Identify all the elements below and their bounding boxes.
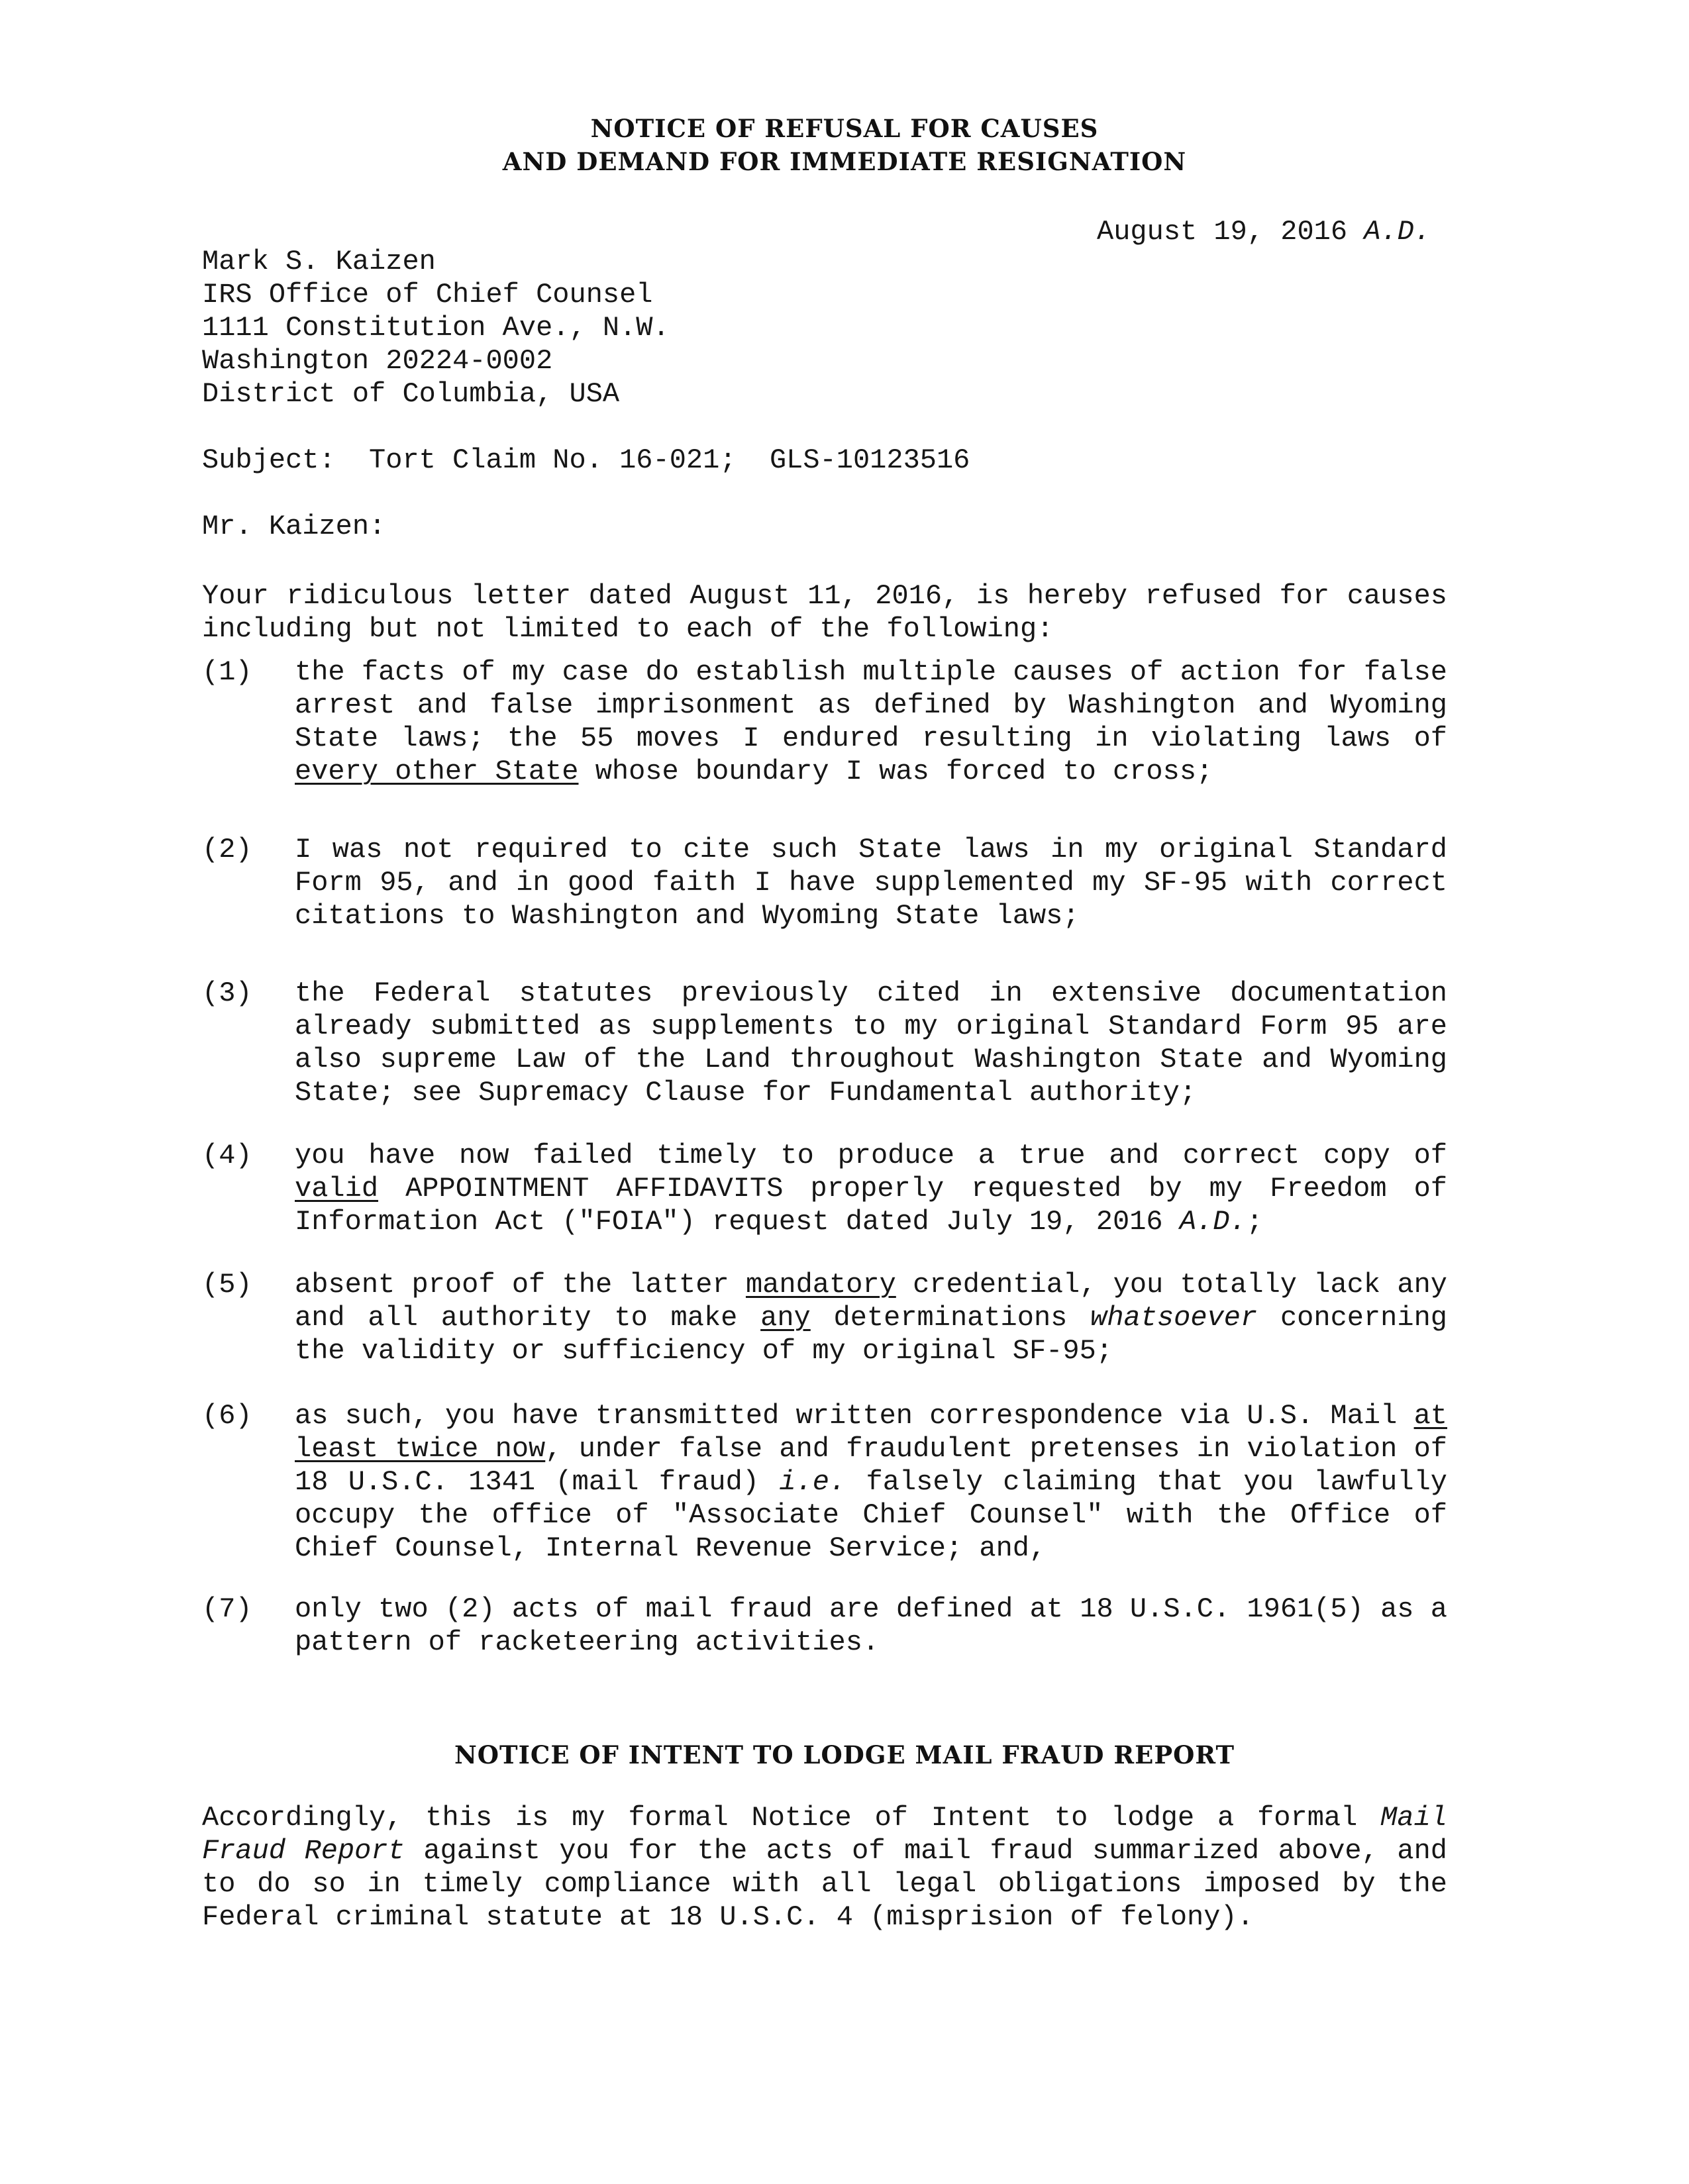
item-text-part: ; — [1246, 1206, 1263, 1238]
item-text-part: APPOINTMENT AFFIDAVITS properly requested by my Freedom of Information Act ("FOIA") request dated July 19, 2016 — [295, 1173, 1447, 1238]
item-text-part: I was not required to cite such State laws in my original Standard Form 95, and in good faith I have supplemented my SF-95 with correct citations to Washington and Wyoming State laws; — [295, 834, 1447, 932]
item-italic-text: whatsoever — [1090, 1302, 1258, 1334]
item-text-part: as such, you have transmitted written correspondence via U.S. Mail — [295, 1400, 1414, 1432]
item-text — [295, 1268, 1447, 1367]
recipient-name: Mark S. Kaizen — [202, 246, 436, 277]
item-text-part: the facts of my case do establish multiple causes of action for false arrest and false imprisonment as defined by Washington and Wyoming State laws; the 55 moves I endured resulting in violating laws of — [295, 656, 1447, 754]
recipient-office: IRS Office of Chief Counsel — [202, 279, 653, 311]
item-number: (2) — [202, 834, 252, 866]
item-text-part: the Federal statutes previously cited in extensive documentation already submitted as supplements to my original Standard Form 95 are also supreme Law of the Land throughout Washington State and Wyoming State; see Supremacy Clause for Fundamental authority; — [295, 977, 1447, 1109]
item-text-part: you have now failed timely to produce a true and correct copy of — [295, 1140, 1447, 1171]
date-era: A.D. — [1364, 216, 1431, 248]
item-text — [295, 1593, 1447, 1659]
closing-italic-text: Mail Fraud Report — [202, 1802, 1447, 1867]
document-title-line-2: AND DEMAND FOR IMMEDIATE RESIGNATION — [502, 147, 1187, 176]
item-underlined-text: mandatory — [745, 1269, 896, 1301]
item-text-part: determinations — [810, 1302, 1091, 1334]
section-heading: NOTICE OF INTENT TO LODGE MAIL FRAUD REPORT — [454, 1740, 1235, 1769]
item-text-part: falsely claiming that you lawfully occupy the office of "Associate Chief Counsel" with the Office of Chief Counsel, Internal Revenue Service; and, — [295, 1466, 1447, 1564]
item-underlined-text: every other State — [295, 756, 579, 787]
item-number: (6) — [202, 1400, 252, 1432]
item-number: (5) — [202, 1269, 252, 1301]
closing-text-part: against you for the acts of mail fraud summarized above, and to do so in timely compliance with all legal obligations imposed by the Federal criminal statute at 18 U.S.C. 4 (misprision of felony). — [202, 1835, 1447, 1933]
item-underlined-text: any — [760, 1302, 811, 1334]
item-text-part: whose boundary I was forced to cross; — [578, 756, 1213, 787]
closing-paragraph — [202, 1801, 1447, 1934]
item-text — [295, 977, 1447, 1109]
item-text — [295, 1399, 1447, 1565]
item-text-part: only two (2) acts of mail fraud are defined at 18 U.S.C. 1961(5) as a pattern of racketeering activities. — [295, 1593, 1447, 1658]
item-italic-text: A.D. — [1179, 1206, 1247, 1238]
recipient-address — [202, 245, 670, 411]
item-text-part: concerning the validity or sufficiency of my original SF-95; — [295, 1302, 1447, 1367]
recipient-city: Washington 20224-0002 — [202, 345, 553, 377]
item-text — [295, 656, 1447, 788]
item-underlined-text: valid — [295, 1173, 379, 1205]
item-number: (1) — [202, 656, 252, 688]
item-number: (4) — [202, 1140, 252, 1171]
letter-date — [1097, 215, 1431, 248]
item-italic-text: i.e. — [779, 1466, 846, 1498]
recipient-region: District of Columbia, USA — [202, 378, 620, 410]
subject-line: Subject: Tort Claim No. 16-021; GLS-10123516 — [202, 444, 970, 476]
recipient-street: 1111 Constitution Ave., N.W. — [202, 312, 670, 344]
document-title-line-1: NOTICE OF REFUSAL FOR CAUSES — [590, 114, 1099, 143]
salutation: Mr. Kaizen: — [202, 511, 386, 542]
item-text-part: absent proof of the latter — [295, 1269, 746, 1301]
item-number: (7) — [202, 1593, 252, 1625]
intro-paragraph: Your ridiculous letter dated August 11, 2016, is hereby refused for causes including but not limited to each of the following: — [202, 580, 1447, 645]
item-text-part: , under false and fraudulent pretenses in violation of 18 U.S.C. 1341 (mail fraud) — [295, 1433, 1447, 1498]
item-number: (3) — [202, 977, 252, 1009]
item-text-part: credential, you totally lack any and all authority to make — [295, 1269, 1447, 1334]
item-text — [295, 833, 1447, 932]
closing-text-part: Accordingly, this is my formal Notice of Intent to lodge a formal — [202, 1802, 1381, 1834]
date-text: August 19, 2016 — [1097, 216, 1364, 248]
item-text — [295, 1139, 1447, 1238]
item-underlined-text: at least twice now — [295, 1400, 1447, 1465]
